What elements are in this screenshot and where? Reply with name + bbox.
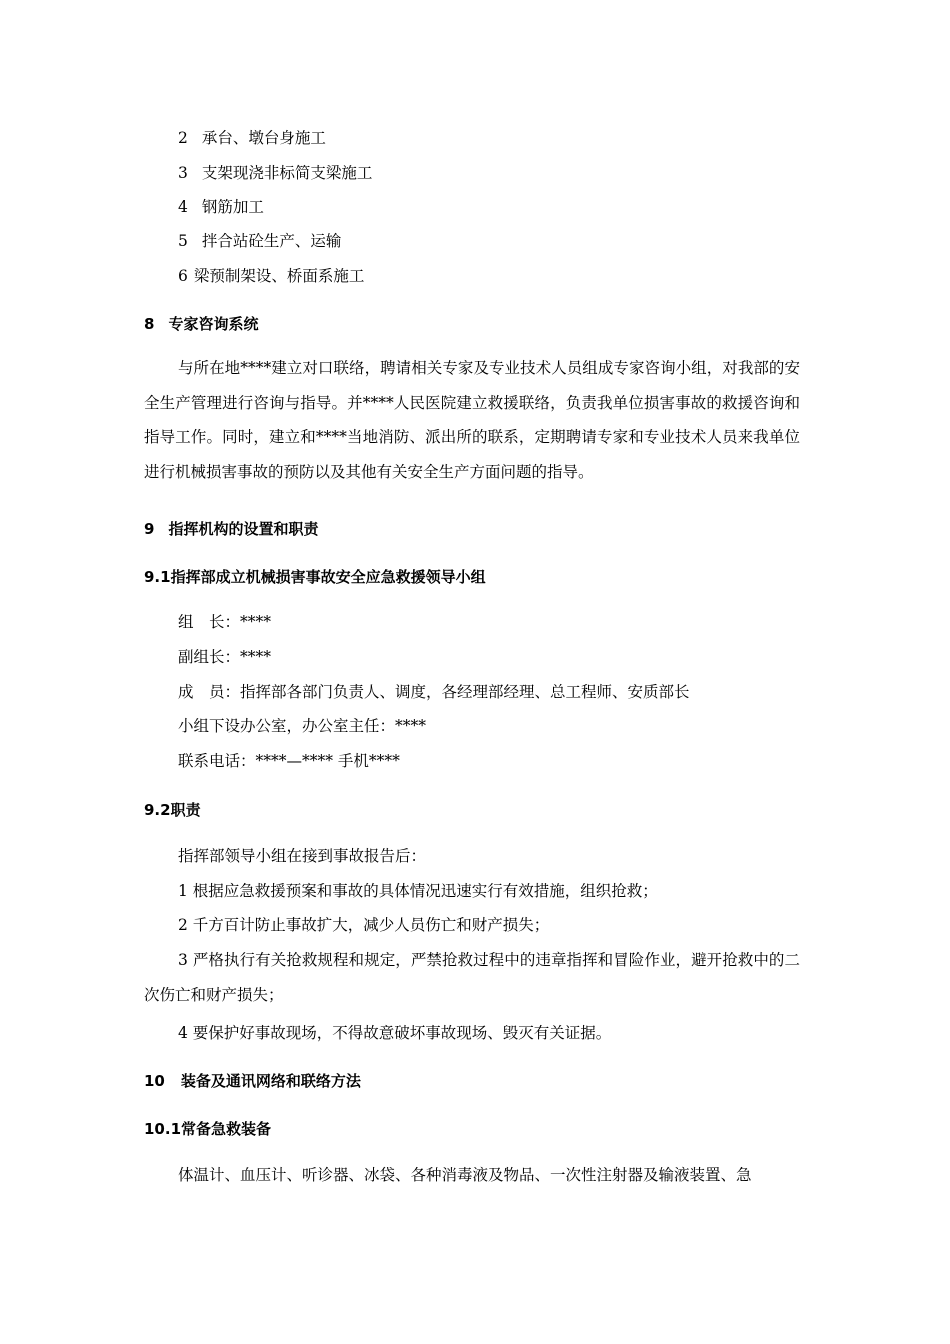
list-item: 3 支架现浇非标简支梁施工	[178, 164, 373, 182]
duty-item: 3 严格执行有关抢救规程和规定，严禁抢救过程中的违章指挥和冒险作业，避开抢救中的二次伤亡和财产损失；	[144, 951, 800, 1004]
team-leader-line: 组 长：****	[178, 613, 272, 631]
section-heading-10: 10 装备及通讯网络和联络方法	[144, 1072, 361, 1090]
subsection-heading-10-1: 10.1常备急救装备	[144, 1120, 272, 1138]
section-heading-8: 8 专家咨询系统	[144, 315, 259, 333]
list-item: 4 钢筋加工	[178, 198, 264, 216]
subsection-heading-9-2: 9.2职责	[144, 801, 201, 819]
section-10-1-paragraph: 体温计、血压计、听诊器、冰袋、各种消毒液及物品、一次性注射器及输液装置、急	[178, 1166, 752, 1184]
office-line: 小组下设办公室，办公室主任：****	[178, 717, 427, 735]
duty-intro: 指挥部领导小组在接到事故报告后：	[178, 847, 427, 865]
duty-item: 4 要保护好事故现场，不得故意破坏事故现场、毁灭有关证据。	[178, 1024, 612, 1042]
section-8-paragraph: 与所在地****建立对口联络，聘请相关专家及专业技术人员组成专家咨询小组，对我部的安全生产管理进行咨询与指导。并****人民医院建立救援联络，负责我单位损害事故的救援咨询和指导工作。同时，建立和****当地消防、派出所的联系，定期聘请专家和专业技术人员来我单位进行机械损害事故的预防以及其他有关安全生产方面问题的指导。	[144, 359, 800, 481]
members-line: 成 员：指挥部各部门负责人、调度，各经理部经理、总工程师、安质部长	[178, 683, 690, 701]
section-heading-9: 9 指挥机构的设置和职责	[144, 520, 319, 538]
duty-item: 1 根据应急救援预案和事故的具体情况迅速实行有效措施，组织抢救；	[178, 882, 658, 900]
list-item: 6 梁预制架设、桥面系施工	[178, 267, 365, 285]
subsection-heading-9-1: 9.1指挥部成立机械损害事故安全应急救援领导小组	[144, 568, 486, 586]
deputy-leader-line: 副组长：****	[178, 648, 272, 666]
duty-item: 2 千方百计防止事故扩大，减少人员伤亡和财产损失；	[178, 916, 550, 934]
contact-phone-line: 联系电话：****—**** 手机****	[178, 752, 400, 770]
list-item: 2 承台、墩台身施工	[178, 129, 326, 147]
list-item: 5 拌合站砼生产、运输	[178, 232, 342, 250]
